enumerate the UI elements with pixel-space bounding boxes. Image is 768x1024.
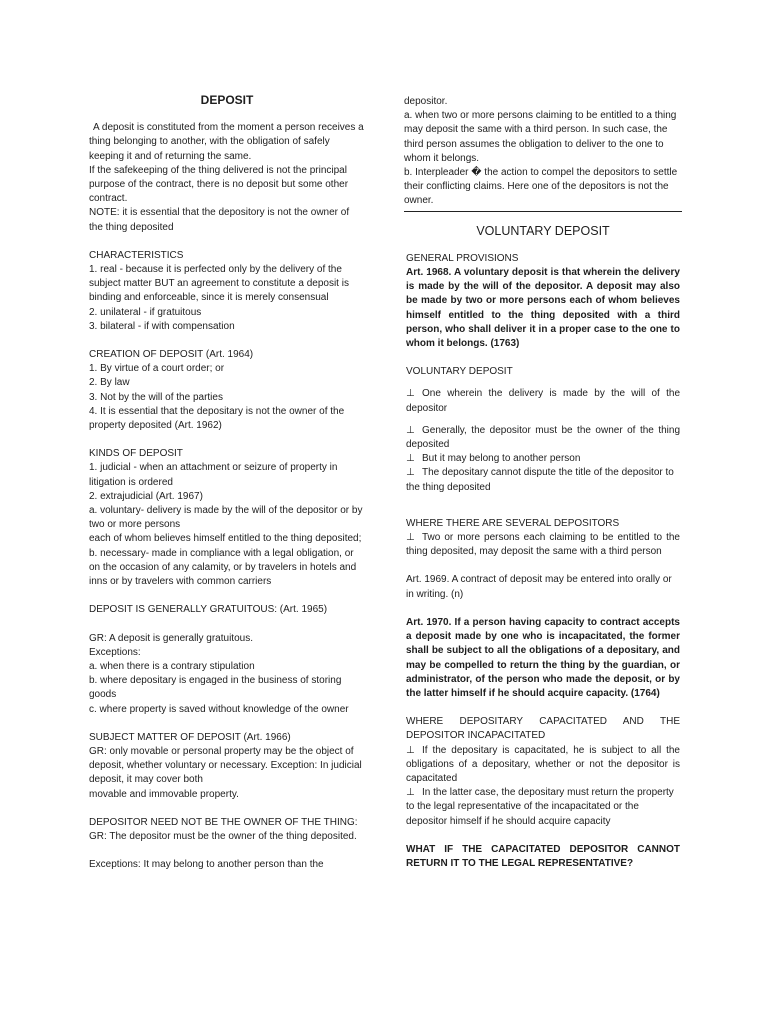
list-item: 1. real - because it is perfected only by the delivery of the subject matter BUT an agreement to constitute a deposit is binding and enforceable, since it is merely consensual (89, 264, 349, 304)
creation-section (89, 348, 365, 433)
article-text: Art. 1970. If a person having capacity to contract accepts a deposit made by one who is incapacitated, the former shall be subject to all the obligations of a depositary, and may be compelled to return the thing by the guardian, or administrator, of the person who made the deposit, or by the latter himself if he should acquire capacity. (1764) (406, 616, 680, 699)
left-column (89, 93, 365, 872)
general-provisions-section (406, 252, 680, 351)
list-item: b. where depositary is engaged in the business of storing goods (89, 675, 342, 701)
characteristics-section (89, 249, 365, 334)
continuation-text: b. Interpleader � the action to compel the depositors to settle their conflicting claims. Here one of the depositors is not the owner. (404, 167, 678, 207)
list-item: 4. It is essential that the depositary is not the owner of the property deposited (Art. 1962) (89, 405, 345, 432)
section-heading: DEPOSITOR NEED NOT BE THE OWNER OF THE THING: (89, 816, 358, 828)
section-heading: WHERE THERE ARE SEVERAL DEPOSITORS (406, 517, 620, 529)
section-heading: CREATION OF DEPOSIT (Art. 1964) (89, 349, 254, 361)
article-1969 (406, 573, 680, 601)
section-heading: VOLUNTARY DEPOSIT (406, 366, 513, 378)
perpendicular-bullet-icon: ⊥ (406, 787, 415, 799)
list-item: Exceptions: (89, 646, 141, 658)
list-item: b. necessary- made in compliance with a legal obligation, or on the occasion of any calamity, or by travelers in hotels and inns or by travelers with common carriers (89, 547, 357, 588)
bullet-item: ⊥ In the latter case, the depositary must return the property to the legal representative of the incapacitated or the depositor himself if he should acquire capacity (406, 787, 674, 827)
kinds-section (89, 447, 365, 589)
gratuitous-section (89, 603, 365, 716)
continuation-block (404, 95, 682, 212)
continuation-text: depositor. (404, 96, 448, 107)
list-item: 3. Not by the will of the parties (89, 391, 223, 403)
bullet-item: ⊥ Generally, the depositor must be the owner of the thing deposited (406, 424, 680, 451)
perpendicular-bullet-icon: ⊥ (406, 388, 415, 400)
article-text: Art. 1969. A contract of deposit may be entered into orally or in writing. (n) (406, 574, 672, 600)
list-item: each of whom believes himself entitled to the thing deposited; (89, 533, 362, 545)
list-item: GR: only movable or personal property may be the object of deposit, whether voluntary or necessary. Exception: In judicial deposit, it may cover both (89, 745, 362, 786)
section-heading: CHARACTERISTICS (89, 249, 184, 261)
question-heading: WHAT IF THE CAPACITATED DEPOSITOR CANNOT RETURN IT TO THE LEGAL REPRESENTATIVE? (406, 843, 680, 869)
exceptions-text: Exceptions: It may belong to another person than the (89, 859, 324, 871)
list-item: 3. bilateral - if with compensation (89, 320, 235, 332)
section-heading: DEPOSIT IS GENERALLY GRATUITOUS: (Art. 1965) (89, 604, 328, 616)
list-item: a. when there is a contrary stipulation (89, 660, 255, 672)
bullet-item: ⊥ One wherein the delivery is made by the will of the depositor (406, 388, 680, 414)
bullet-item: ⊥ The depositary cannot dispute the title of the depositor to the thing deposited (406, 467, 674, 493)
list-item: a. voluntary- delivery is made by the will of the depositor or by two or more persons (89, 505, 363, 531)
bullet-item: ⊥ But it may belong to another person (406, 452, 680, 466)
perpendicular-bullet-icon: ⊥ (406, 453, 415, 465)
voluntary-deposit-section (406, 365, 680, 495)
section-title: VOLUNTARY DEPOSIT (476, 223, 610, 238)
perpendicular-bullet-icon: ⊥ (406, 424, 415, 436)
list-item: c. where property is saved without knowledge of the owner (89, 703, 349, 715)
article-text: Art. 1968. A voluntary deposit is that wherein the delivery is made by the will of the depositor. A deposit may also be made by two or more persons each of whom believes himself entitled to the thing deposited with a third person, who shall deliver it in a proper case to the one to whom it belongs. (1763) (406, 267, 680, 350)
list-item: 2. By law (89, 377, 130, 389)
intro-paragraph: A deposit is constituted from the moment a person receives a thing belonging to another, with the obligation of safely keeping it and of returning the same. (89, 122, 364, 162)
subject-matter-section (89, 731, 365, 802)
bullet-item: ⊥ Two or more persons each claiming to be entitled to the thing deposited, may deposit the same with a third person (406, 532, 680, 558)
owner-section (89, 816, 365, 873)
section-heading: SUBJECT MATTER OF DEPOSIT (Art. 1966) (89, 731, 291, 743)
perpendicular-bullet-icon: ⊥ (406, 744, 415, 756)
list-item: movable and immovable property. (89, 788, 239, 800)
general-rule: GR: The depositor must be the owner of the thing deposited. (89, 830, 357, 842)
perpendicular-bullet-icon: ⊥ (406, 532, 415, 544)
list-item: 1. judicial - when an attachment or seizure of property in litigation is ordered (89, 462, 338, 488)
perpendicular-bullet-icon: ⊥ (406, 467, 415, 479)
bullet-item: ⊥ If the depositary is capacitated, he is subject to all the obligations of a depositary, whether or not the depositor is capacitated (406, 744, 680, 784)
intro-paragraph: If the safekeeping of the thing delivered is not the principal purpose of the contract, there is no deposit but some other contract. (89, 164, 349, 205)
page-title: DEPOSIT (200, 93, 254, 107)
note-paragraph: NOTE: it is essential that the depository is not the owner of the thing deposited (89, 207, 350, 233)
continuation-text: a. when two or more persons claiming to be entitled to a thing may deposit the same with a third person. In such case, the third person assumes the obligation to deliver to the one to whom it belongs. (404, 110, 677, 164)
list-item: 2. unilateral - if gratuitous (89, 306, 202, 318)
list-item: 2. extrajudicial (Art. 1967) (89, 490, 203, 502)
several-depositors-section (406, 517, 680, 560)
article-1970 (406, 616, 680, 701)
list-item: 1. By virtue of a court order; or (89, 363, 225, 375)
section-heading: KINDS OF DEPOSIT (89, 448, 183, 460)
capacitated-section (406, 715, 680, 829)
right-column (406, 93, 680, 871)
general-rule: GR: A deposit is generally gratuitous. (89, 632, 253, 644)
section-heading: GENERAL PROVISIONS (406, 252, 519, 264)
section-heading: WHERE DEPOSITARY CAPACITATED AND THE DEPOSITOR INCAPACITATED (406, 716, 680, 742)
question-section (406, 843, 680, 871)
